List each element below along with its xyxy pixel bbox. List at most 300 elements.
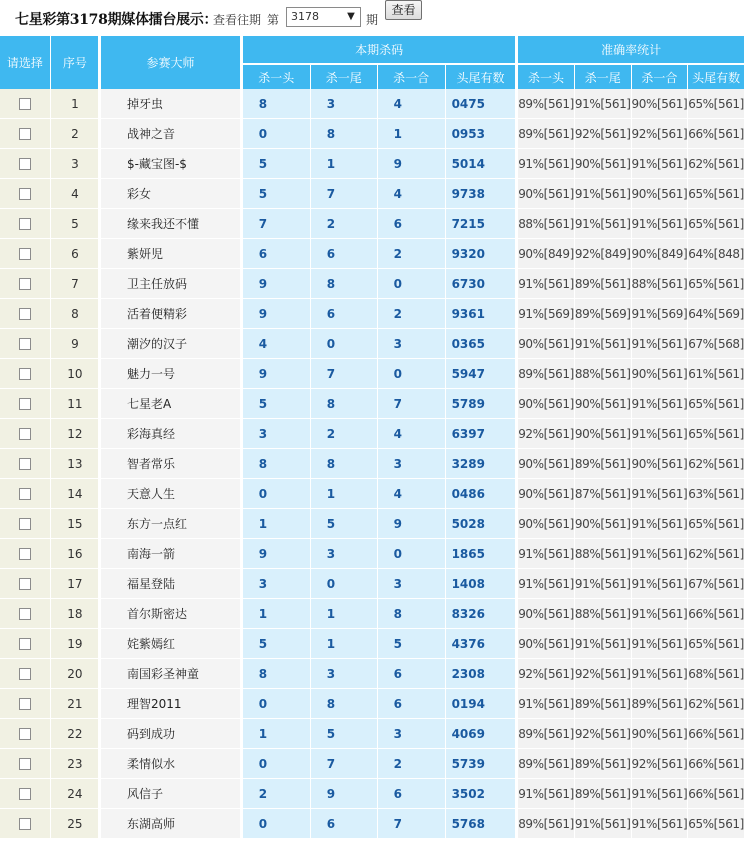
stat-tail-value: 91%[561] — [575, 809, 631, 839]
row-select-cell[interactable] — [0, 119, 50, 149]
kill-sum-value: 7 — [378, 809, 445, 839]
stat-headtail-value: 65%[561] — [688, 209, 744, 239]
master-name: 彩女 — [101, 179, 240, 209]
kill-sum-value: 6 — [378, 689, 445, 719]
stat-headtail-value: 65%[561] — [688, 629, 744, 659]
table-row — [0, 209, 744, 239]
stat-headtail-value: 62%[561] — [688, 449, 744, 479]
row-number: 9 — [51, 329, 98, 359]
stat-head-value: 92%[561] — [518, 419, 574, 449]
kill-head-value: 3 — [243, 419, 310, 449]
row-select-cell[interactable] — [0, 659, 50, 689]
row-number: 4 — [51, 179, 98, 209]
stat-headtail-value: 65%[561] — [688, 269, 744, 299]
kill-head-value: 0 — [243, 479, 310, 509]
di-label: 第 — [267, 13, 280, 27]
row-checkbox[interactable] — [19, 698, 31, 710]
qi-label: 期 — [366, 13, 379, 27]
row-select-cell[interactable] — [0, 479, 50, 509]
kill-head-value: 3 — [243, 569, 310, 599]
kill-head-value: 9 — [243, 299, 310, 329]
row-select-cell[interactable] — [0, 419, 50, 449]
row-select-cell[interactable] — [0, 359, 50, 389]
kill-head-value: 5 — [243, 389, 310, 419]
header-select: 请选择 — [0, 36, 50, 89]
row-number: 17 — [51, 569, 98, 599]
page-title: 七星彩第3178期媒体擂台展示： — [15, 12, 218, 28]
table-row — [0, 359, 744, 389]
row-select-cell[interactable] — [0, 629, 50, 659]
row-select-cell[interactable] — [0, 599, 50, 629]
stat-head-value: 89%[561] — [518, 89, 574, 119]
kill-tail-value: 3 — [311, 659, 377, 689]
kill-head-value: 6 — [243, 239, 310, 269]
kill-head-value: 5 — [243, 629, 310, 659]
row-checkbox[interactable] — [19, 98, 31, 110]
stat-headtail-value: 65%[561] — [688, 179, 744, 209]
headtail-digits-value: 5739 — [446, 749, 516, 779]
kill-tail-value: 1 — [311, 629, 377, 659]
table-row — [0, 629, 744, 659]
stat-head-value: 89%[561] — [518, 749, 574, 779]
header-kill-head: 杀一头 — [243, 65, 310, 89]
stat-head-value: 90%[561] — [518, 449, 574, 479]
stat-tail-value: 91%[561] — [575, 179, 631, 209]
row-checkbox[interactable] — [19, 128, 31, 140]
master-name: 活着便精彩 — [101, 299, 240, 329]
stat-head-value: 89%[561] — [518, 809, 574, 839]
kill-head-value: 7 — [243, 209, 310, 239]
row-number: 16 — [51, 539, 98, 569]
kill-tail-value: 5 — [311, 719, 377, 749]
kill-sum-value: 3 — [378, 569, 445, 599]
stat-head-value: 91%[561] — [518, 689, 574, 719]
stat-tail-value: 91%[561] — [575, 209, 631, 239]
table-row — [0, 89, 744, 119]
stat-tail-value: 89%[561] — [575, 269, 631, 299]
kill-sum-value: 0 — [378, 269, 445, 299]
stat-sum-value: 90%[561] — [632, 449, 688, 479]
stat-head-value: 91%[561] — [518, 539, 574, 569]
row-number: 25 — [51, 809, 98, 839]
row-select-cell[interactable] — [0, 299, 50, 329]
table-row — [0, 659, 744, 689]
view-button[interactable]: 查看 — [385, 0, 422, 20]
master-name: 潮汐的汉子 — [101, 329, 240, 359]
row-checkbox[interactable] — [19, 758, 31, 770]
stat-tail-value: 90%[561] — [575, 509, 631, 539]
stat-head-value: 88%[561] — [518, 209, 574, 239]
headtail-digits-value: 2308 — [446, 659, 516, 689]
kill-tail-value: 1 — [311, 479, 377, 509]
stat-head-value: 90%[561] — [518, 329, 574, 359]
stat-sum-value: 91%[561] — [632, 629, 688, 659]
kill-head-value: 5 — [243, 179, 310, 209]
stat-sum-value: 91%[561] — [632, 149, 688, 179]
kill-tail-value: 2 — [311, 419, 377, 449]
row-select-cell[interactable] — [0, 239, 50, 269]
kill-head-value: 0 — [243, 809, 310, 839]
master-name: 天意人生 — [101, 479, 240, 509]
master-table — [0, 36, 744, 839]
stat-sum-value: 91%[561] — [632, 419, 688, 449]
stat-tail-value: 91%[561] — [575, 629, 631, 659]
master-name: 魅力一号 — [101, 359, 240, 389]
row-select-cell[interactable] — [0, 449, 50, 479]
stat-tail-value: 87%[561] — [575, 479, 631, 509]
row-number: 24 — [51, 779, 98, 809]
stat-tail-value: 92%[561] — [575, 719, 631, 749]
master-name: 南国彩圣神童 — [101, 659, 240, 689]
kill-tail-value: 8 — [311, 269, 377, 299]
row-checkbox[interactable] — [19, 668, 31, 680]
stat-sum-value: 88%[561] — [632, 269, 688, 299]
stat-tail-value: 90%[561] — [575, 389, 631, 419]
kill-tail-value: 1 — [311, 149, 377, 179]
master-name: 智者常乐 — [101, 449, 240, 479]
row-checkbox[interactable] — [19, 818, 31, 830]
kill-sum-value: 2 — [378, 749, 445, 779]
master-name: 理智2011 — [101, 689, 240, 719]
stat-head-value: 90%[849] — [518, 239, 574, 269]
master-name: 福星登陆 — [101, 569, 240, 599]
headtail-digits-value: 9320 — [446, 239, 516, 269]
row-select-cell[interactable] — [0, 539, 50, 569]
stat-headtail-value: 62%[561] — [688, 539, 744, 569]
stat-headtail-value: 65%[561] — [688, 389, 744, 419]
stat-headtail-value: 66%[561] — [688, 749, 744, 779]
stat-head-value: 90%[561] — [518, 179, 574, 209]
master-name: 码到成功 — [101, 719, 240, 749]
row-number: 22 — [51, 719, 98, 749]
headtail-digits-value: 5014 — [446, 149, 516, 179]
headtail-digits-value: 0486 — [446, 479, 516, 509]
row-checkbox[interactable] — [19, 278, 31, 290]
headtail-digits-value: 0475 — [446, 89, 516, 119]
headtail-digits-value: 8326 — [446, 599, 516, 629]
row-select-cell[interactable] — [0, 329, 50, 359]
stat-tail-value: 89%[561] — [575, 749, 631, 779]
kill-sum-value: 1 — [378, 119, 445, 149]
stat-tail-value: 88%[561] — [575, 359, 631, 389]
header-kill-sum: 杀一合 — [378, 65, 445, 89]
master-name: 姹紫嫣红 — [101, 629, 240, 659]
stat-head-value: 90%[561] — [518, 509, 574, 539]
header-number: 序号 — [51, 36, 98, 89]
kill-sum-value: 6 — [378, 209, 445, 239]
stat-headtail-value: 63%[561] — [688, 479, 744, 509]
stat-sum-value: 91%[561] — [632, 479, 688, 509]
header-stat-head: 杀一头 — [518, 65, 574, 89]
view-past-label: 查看往期 — [213, 13, 262, 27]
stat-tail-value: 91%[561] — [575, 329, 631, 359]
table-row — [0, 269, 744, 299]
kill-head-value: 1 — [243, 599, 310, 629]
master-name: 掉牙虫 — [101, 89, 240, 119]
stat-tail-value: 91%[561] — [575, 89, 631, 119]
row-number: 19 — [51, 629, 98, 659]
table-row — [0, 149, 744, 179]
table-row — [0, 299, 744, 329]
row-select-cell[interactable] — [0, 749, 50, 779]
row-checkbox[interactable] — [19, 338, 31, 350]
headtail-digits-value: 3502 — [446, 779, 516, 809]
master-name: 南海一箭 — [101, 539, 240, 569]
row-number: 10 — [51, 359, 98, 389]
row-checkbox[interactable] — [19, 728, 31, 740]
kill-head-value: 8 — [243, 449, 310, 479]
stat-sum-value: 92%[561] — [632, 749, 688, 779]
stat-sum-value: 91%[569] — [632, 299, 688, 329]
stat-headtail-value: 67%[561] — [688, 569, 744, 599]
stat-sum-value: 91%[561] — [632, 389, 688, 419]
row-checkbox[interactable] — [19, 518, 31, 530]
kill-head-value: 1 — [243, 509, 310, 539]
row-checkbox[interactable] — [19, 218, 31, 230]
row-number: 3 — [51, 149, 98, 179]
header-stat-sum: 杀一合 — [632, 65, 688, 89]
stat-tail-value: 88%[561] — [575, 539, 631, 569]
kill-sum-value: 4 — [378, 179, 445, 209]
stat-sum-value: 91%[561] — [632, 569, 688, 599]
stat-tail-value: 91%[561] — [575, 569, 631, 599]
row-number: 11 — [51, 389, 98, 419]
stat-sum-value: 91%[561] — [632, 509, 688, 539]
kill-head-value: 9 — [243, 359, 310, 389]
row-checkbox[interactable] — [19, 488, 31, 500]
row-checkbox[interactable] — [19, 428, 31, 440]
row-checkbox[interactable] — [19, 578, 31, 590]
master-name: 七星老A — [101, 389, 240, 419]
stat-sum-value: 90%[849] — [632, 239, 688, 269]
stat-headtail-value: 61%[561] — [688, 359, 744, 389]
row-number: 13 — [51, 449, 98, 479]
headtail-digits-value: 0194 — [446, 689, 516, 719]
issue-select[interactable] — [286, 7, 361, 27]
headtail-digits-value: 1408 — [446, 569, 516, 599]
row-number: 5 — [51, 209, 98, 239]
headtail-digits-value: 3289 — [446, 449, 516, 479]
kill-tail-value: 8 — [311, 389, 377, 419]
table-row — [0, 119, 744, 149]
master-name: 彩海真经 — [101, 419, 240, 449]
table-row — [0, 809, 744, 839]
stat-head-value: 91%[561] — [518, 149, 574, 179]
table-row — [0, 569, 744, 599]
stat-head-value: 90%[561] — [518, 629, 574, 659]
row-number: 6 — [51, 239, 98, 269]
row-checkbox[interactable] — [19, 308, 31, 320]
kill-sum-value: 2 — [378, 299, 445, 329]
kill-tail-value: 8 — [311, 449, 377, 479]
master-name: 战神之音 — [101, 119, 240, 149]
headtail-digits-value: 0365 — [446, 329, 516, 359]
row-select-cell[interactable] — [0, 389, 50, 419]
row-checkbox[interactable] — [19, 398, 31, 410]
kill-sum-value: 4 — [378, 89, 445, 119]
kill-tail-value: 5 — [311, 509, 377, 539]
stat-headtail-value: 66%[561] — [688, 779, 744, 809]
table-row — [0, 479, 744, 509]
stat-headtail-value: 65%[561] — [688, 809, 744, 839]
headtail-digits-value: 5768 — [446, 809, 516, 839]
row-checkbox[interactable] — [19, 548, 31, 560]
header-kill-group: 本期杀码 — [243, 36, 516, 65]
row-number: 2 — [51, 119, 98, 149]
row-select-cell[interactable] — [0, 719, 50, 749]
stat-headtail-value: 66%[561] — [688, 599, 744, 629]
stat-sum-value: 90%[561] — [632, 359, 688, 389]
master-name: 首尔斯密达 — [101, 599, 240, 629]
row-select-cell[interactable] — [0, 569, 50, 599]
stat-sum-value: 91%[561] — [632, 779, 688, 809]
kill-sum-value: 3 — [378, 719, 445, 749]
master-name: 缘来我还不懂 — [101, 209, 240, 239]
row-select-cell[interactable] — [0, 689, 50, 719]
kill-sum-value: 6 — [378, 779, 445, 809]
kill-sum-value: 9 — [378, 149, 445, 179]
master-name: 东方一点红 — [101, 509, 240, 539]
header-master: 参赛大师 — [101, 36, 240, 89]
header-stat-headtail: 头尾有数 — [688, 65, 744, 89]
table-row — [0, 389, 744, 419]
kill-tail-value: 3 — [311, 89, 377, 119]
stat-sum-value: 91%[561] — [632, 659, 688, 689]
stat-tail-value: 89%[561] — [575, 449, 631, 479]
headtail-digits-value: 5789 — [446, 389, 516, 419]
table-row — [0, 239, 744, 269]
table-row — [0, 329, 744, 359]
row-select-cell[interactable] — [0, 149, 50, 179]
kill-sum-value: 2 — [378, 239, 445, 269]
header-stat-tail: 杀一尾 — [575, 65, 631, 89]
header-kill-tail: 杀一尾 — [311, 65, 377, 89]
row-checkbox[interactable] — [19, 158, 31, 170]
kill-tail-value: 7 — [311, 359, 377, 389]
master-name: 紫妍児 — [101, 239, 240, 269]
row-number: 20 — [51, 659, 98, 689]
kill-sum-value: 4 — [378, 419, 445, 449]
stat-head-value: 91%[569] — [518, 299, 574, 329]
master-name: 风信子 — [101, 779, 240, 809]
table-row — [0, 179, 744, 209]
row-select-cell[interactable] — [0, 269, 50, 299]
stat-tail-value: 89%[561] — [575, 779, 631, 809]
row-select-cell[interactable] — [0, 809, 50, 839]
stat-headtail-value: 66%[561] — [688, 719, 744, 749]
table-body — [0, 89, 744, 839]
stat-head-value: 91%[561] — [518, 269, 574, 299]
stat-tail-value: 88%[561] — [575, 599, 631, 629]
stat-head-value: 89%[561] — [518, 719, 574, 749]
stat-headtail-value: 67%[568] — [688, 329, 744, 359]
header-kill-headtail: 头尾有数 — [446, 65, 516, 89]
kill-tail-value: 0 — [311, 569, 377, 599]
stat-tail-value: 89%[561] — [575, 689, 631, 719]
stat-headtail-value: 64%[848] — [688, 239, 744, 269]
kill-tail-value: 6 — [311, 299, 377, 329]
master-name: 柔情似水 — [101, 749, 240, 779]
stat-sum-value: 90%[561] — [632, 89, 688, 119]
stat-sum-value: 91%[561] — [632, 329, 688, 359]
stat-head-value: 90%[561] — [518, 599, 574, 629]
row-checkbox[interactable] — [19, 248, 31, 260]
row-checkbox[interactable] — [19, 188, 31, 200]
top-bar — [0, 0, 744, 36]
kill-head-value: 9 — [243, 539, 310, 569]
row-number: 15 — [51, 509, 98, 539]
headtail-digits-value: 9738 — [446, 179, 516, 209]
row-checkbox[interactable] — [19, 638, 31, 650]
stat-headtail-value: 68%[561] — [688, 659, 744, 689]
table-row — [0, 599, 744, 629]
master-name: $-藏宝图-$ — [101, 149, 240, 179]
kill-head-value: 5 — [243, 149, 310, 179]
row-checkbox[interactable] — [19, 788, 31, 800]
headtail-digits-value: 5947 — [446, 359, 516, 389]
stat-tail-value: 89%[569] — [575, 299, 631, 329]
row-checkbox[interactable] — [19, 458, 31, 470]
header-stats-group: 准确率统计 — [518, 36, 744, 65]
stat-head-value: 91%[561] — [518, 569, 574, 599]
headtail-digits-value: 9361 — [446, 299, 516, 329]
kill-sum-value: 3 — [378, 449, 445, 479]
row-number: 8 — [51, 299, 98, 329]
stat-tail-value: 92%[561] — [575, 659, 631, 689]
stat-headtail-value: 65%[561] — [688, 419, 744, 449]
row-select-cell[interactable] — [0, 779, 50, 809]
row-checkbox[interactable] — [19, 608, 31, 620]
headtail-digits-value: 6397 — [446, 419, 516, 449]
row-select-cell[interactable] — [0, 179, 50, 209]
row-checkbox[interactable] — [19, 368, 31, 380]
stat-sum-value: 91%[561] — [632, 209, 688, 239]
stat-head-value: 89%[561] — [518, 359, 574, 389]
stat-sum-value: 90%[561] — [632, 719, 688, 749]
stat-head-value: 90%[561] — [518, 389, 574, 419]
kill-sum-value: 9 — [378, 509, 445, 539]
kill-tail-value: 2 — [311, 209, 377, 239]
stat-sum-value: 91%[561] — [632, 599, 688, 629]
stat-headtail-value: 66%[561] — [688, 119, 744, 149]
kill-sum-value: 0 — [378, 539, 445, 569]
stat-tail-value: 90%[561] — [575, 419, 631, 449]
stat-tail-value: 92%[849] — [575, 239, 631, 269]
kill-head-value: 0 — [243, 119, 310, 149]
headtail-digits-value: 1865 — [446, 539, 516, 569]
row-select-cell[interactable] — [0, 89, 50, 119]
stat-headtail-value: 65%[561] — [688, 89, 744, 119]
table-row — [0, 539, 744, 569]
row-number: 12 — [51, 419, 98, 449]
table-row — [0, 749, 744, 779]
kill-tail-value: 7 — [311, 749, 377, 779]
kill-sum-value: 0 — [378, 359, 445, 389]
kill-head-value: 0 — [243, 749, 310, 779]
kill-head-value: 1 — [243, 719, 310, 749]
stat-headtail-value: 62%[561] — [688, 149, 744, 179]
kill-tail-value: 7 — [311, 179, 377, 209]
kill-head-value: 2 — [243, 779, 310, 809]
row-select-cell[interactable] — [0, 209, 50, 239]
stat-head-value: 90%[561] — [518, 479, 574, 509]
row-select-cell[interactable] — [0, 509, 50, 539]
table-row — [0, 509, 744, 539]
row-number: 7 — [51, 269, 98, 299]
row-number: 14 — [51, 479, 98, 509]
kill-head-value: 8 — [243, 89, 310, 119]
kill-sum-value: 4 — [378, 479, 445, 509]
